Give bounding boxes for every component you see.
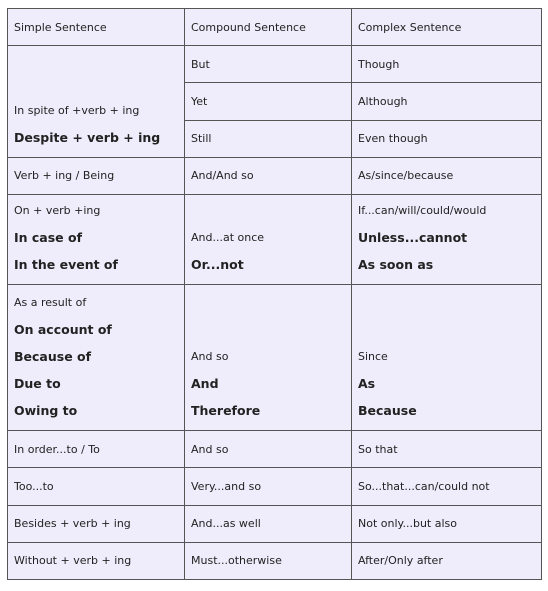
compound-cell: Still [185, 120, 352, 157]
cell-text: As [358, 376, 376, 392]
compound-cell: Yet [185, 83, 352, 120]
table-row [8, 431, 542, 468]
cell-text: On account of [14, 322, 112, 338]
simple-cell-inspite [8, 46, 185, 158]
complex-cell [352, 194, 542, 284]
complex-cell: Though [352, 46, 542, 83]
cell-text: Because of [14, 349, 92, 365]
cell-text: If...can/will/could/would [358, 204, 487, 218]
simple-cell [8, 285, 185, 431]
cell-text: Despite + verb + ing [14, 129, 161, 145]
complex-cell: Not only...but also [352, 505, 542, 542]
complex-cell: Even though [352, 120, 542, 157]
simple-cell: In order...to / To [8, 431, 185, 468]
table-row [8, 157, 542, 194]
cell-text: And...at once [191, 231, 265, 245]
cell-text: And so [191, 350, 229, 364]
table-row [8, 194, 542, 284]
compound-cell [185, 285, 352, 431]
table-row [8, 468, 542, 505]
cell-text: On + verb +ing [14, 204, 101, 218]
cell-text: In the event of [14, 257, 118, 273]
simple-cell [8, 194, 185, 284]
complex-cell: So...that...can/could not [352, 468, 542, 505]
complex-cell: As/since/because [352, 157, 542, 194]
complex-cell: Although [352, 83, 542, 120]
cell-text: As soon as [358, 257, 434, 273]
header-simple: Simple Sentence [8, 9, 185, 46]
cell-text: Or...not [191, 257, 244, 273]
compound-cell: But [185, 46, 352, 83]
table-row [8, 542, 542, 579]
cell-text: Owing to [14, 403, 78, 419]
cell-text: Since [358, 350, 388, 364]
cell-text: As a result of [14, 296, 87, 310]
compound-cell [185, 194, 352, 284]
compound-cell: Must...otherwise [185, 542, 352, 579]
table-row [8, 46, 542, 83]
complex-cell [352, 285, 542, 431]
header-compound: Compound Sentence [185, 9, 352, 46]
table-row [8, 285, 542, 431]
cell-text: And [191, 376, 219, 392]
cell-text: Because [358, 403, 417, 419]
simple-cell: Verb + ing / Being [8, 157, 185, 194]
header-complex: Complex Sentence [352, 9, 542, 46]
simple-cell: Without + verb + ing [8, 542, 185, 579]
cell-text: Unless...cannot [358, 230, 468, 246]
compound-cell: And...as well [185, 505, 352, 542]
sentence-conversion-table [7, 8, 542, 580]
simple-cell: Besides + verb + ing [8, 505, 185, 542]
compound-cell: Very...and so [185, 468, 352, 505]
complex-cell: After/Only after [352, 542, 542, 579]
cell-text: Due to [14, 376, 61, 392]
compound-cell: And/And so [185, 157, 352, 194]
simple-cell: Too...to [8, 468, 185, 505]
header-row [8, 9, 542, 46]
cell-text: In spite of +verb + ing [14, 103, 140, 117]
compound-cell: And so [185, 431, 352, 468]
cell-text: Therefore [191, 403, 261, 419]
table-row [8, 505, 542, 542]
complex-cell: So that [352, 431, 542, 468]
cell-text: In case of [14, 230, 83, 246]
